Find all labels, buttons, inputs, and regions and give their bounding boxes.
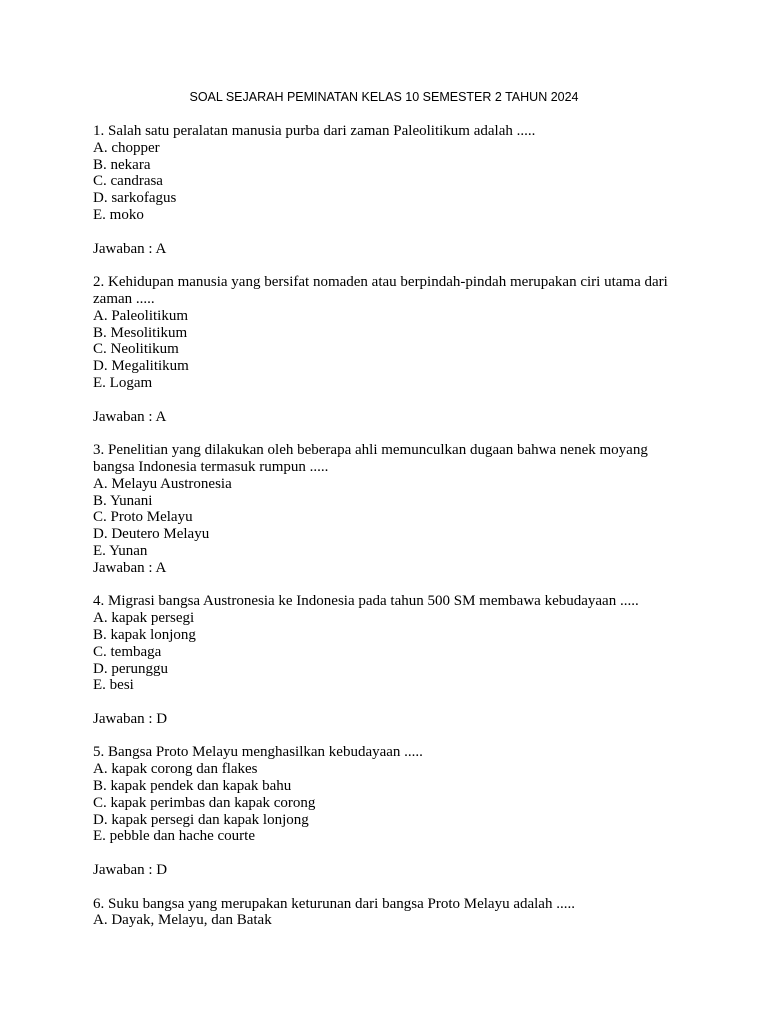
option-item: D. Deutero Melayu [93,526,210,543]
spacer [93,425,683,442]
question-item [93,274,683,425]
answer-key: Jawaban : A [93,408,167,425]
question-stem: 3. Penelitian yang dilakukan oleh beberapa ahli memunculkan dugaan bahwa nenek moyang bangsa Indonesia termasuk rumpun ..... [93,442,648,475]
spacer [93,257,683,274]
spacer [93,577,683,594]
option-item: B. kapak pendek dan kapak bahu [93,778,292,795]
option-item: D. perunggu [93,660,168,677]
option-list [93,308,683,392]
option-item: E. pebble dan hache courte [93,828,256,845]
document-title: SOAL SEJARAH PEMINATAN KELAS 10 SEMESTER 2 TAHUN 2024 [189,90,579,104]
option-item: E. besi [93,677,134,694]
option-item: A. Paleolitikum [93,307,188,324]
option-item: C. kapak perimbas dan kapak corong [93,794,316,811]
spacer [93,728,683,745]
option-item: B. kapak lonjong [93,626,196,643]
option-item: C. Proto Melayu [93,509,193,526]
option-list [93,610,683,694]
option-item: E. Yunan [93,542,148,559]
question-stem: 4. Migrasi bangsa Austronesia ke Indonesia pada tahun 500 SM membawa kebudayaan ..... [93,593,639,610]
question-stem: 5. Bangsa Proto Melayu menghasilkan kebudayaan ..... [93,744,423,761]
answer-key: Jawaban : D [93,862,168,879]
spacer [93,879,683,896]
option-item: E. Logam [93,374,153,391]
option-item: D. kapak persegi dan kapak lonjong [93,811,309,828]
option-item: D. Megalitikum [93,358,189,375]
option-item: D. sarkofagus [93,190,177,207]
option-list [93,140,683,224]
question-stem: 1. Salah satu peralatan manusia purba dari zaman Paleolitikum adalah ..... [93,123,536,139]
question-stem: 6. Suku bangsa yang merupakan keturunan dari bangsa Proto Melayu adalah ..... [93,895,575,912]
option-item: B. Yunani [93,492,153,509]
spacer [93,845,683,862]
option-item: A. chopper [93,139,160,156]
option-item: C. candrasa [93,173,163,190]
option-item: A. Dayak, Melayu, dan Batak [93,912,272,929]
question-stem: 2. Kehidupan manusia yang bersifat nomaden atau berpindah-pindah merupakan ciri utama dari zaman ..... [93,274,668,307]
option-item: B. nekara [93,156,151,173]
spacer [93,694,683,711]
question-item [93,593,683,727]
spacer [93,392,683,409]
answer-key: Jawaban : A [93,559,167,576]
option-item: B. Mesolitikum [93,324,188,341]
option-item: A. Melayu Austronesia [93,475,232,492]
question-item [93,123,683,257]
question-item [93,744,683,878]
answer-key: Jawaban : D [93,710,168,727]
option-item: E. moko [93,206,144,223]
question-list [93,123,683,929]
option-list [93,476,683,560]
option-item: A. kapak corong dan flakes [93,761,258,778]
option-item: C. Neolitikum [93,341,179,358]
answer-key: Jawaban : A [93,240,167,257]
option-item: A. kapak persegi [93,610,195,627]
spacer [93,224,683,241]
option-list [93,761,683,845]
option-list [93,912,683,929]
question-item [93,896,683,930]
question-item [93,442,683,576]
option-item: C. tembaga [93,643,162,660]
